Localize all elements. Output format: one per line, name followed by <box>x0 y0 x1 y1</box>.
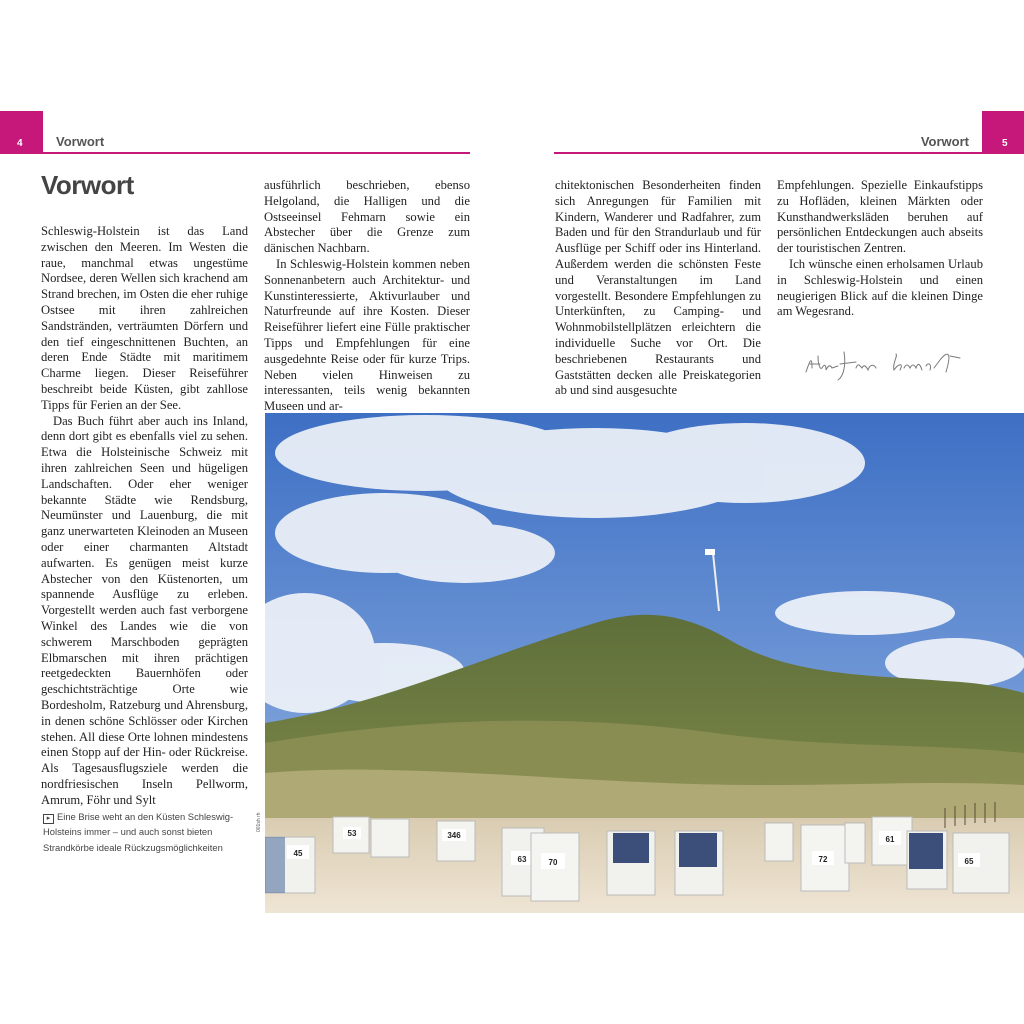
paragraph: In Schleswig-Holstein kommen neben Sonnenanbetern auch Architektur- und Kunstinteressierte, Aktivurlauber und Naturfreunde auf ihre Kosten. Dieser Reiseführer liefert eine Fülle praktischer Tipps und Empfehlungen für eine ausgedehnte Reise oder für kurze Trips. Neben vielen Hinweisen zu interessanten, teils wenig bekannten Museen und ar- <box>264 256 470 414</box>
beach-chair-number: 72 <box>818 855 828 864</box>
paragraph: Empfehlungen. Spezielle Einkaufstipps zu Hofläden, kleinen Märkten oder Kunsthandwerksläden beruhen auf persönlichen Entdeckungen auch abseits der touristischen Zentren. <box>777 178 983 256</box>
beach-chair-number: 65 <box>964 857 974 866</box>
article-heading: Vorwort <box>41 170 134 200</box>
page-number-left: 4 <box>17 138 23 149</box>
text-column-4 <box>777 178 983 320</box>
beach-photo <box>265 413 1024 913</box>
paragraph: Schleswig-Holstein ist das Land zwischen den Meeren. Im Westen die raue, manchmal etwas ungestüme Nordsee, deren Wellen sich krachend am Strand brechen, im Osten die eher ruhige Ostsee mit ihren zahlreichen Sandstränden, verträumten Dörfern und den tief eingeschnittenen Buchten, an deren Ende Städte mit maritimem Charme liegen. Dieser Reiseführer beschreibt beide Küsten, gibt zahllose Tipps für Ferien an der See. <box>41 224 248 412</box>
text-column-3 <box>555 178 761 399</box>
beach-chair-number: 70 <box>548 858 558 867</box>
beach-chair-number: 53 <box>347 829 357 838</box>
running-head-left: Vorwort <box>56 134 105 149</box>
text-column-1 <box>41 224 248 808</box>
beach-chair-number: 61 <box>885 835 895 844</box>
paragraph: Ich wünsche einen erholsamen Urlaub in Schleswig-Holstein und einen neugierigen Blick auf die kleinen Dinge am Wegesrand. <box>777 256 983 319</box>
page-number-right: 5 <box>1002 138 1008 149</box>
beach-chair-number: 45 <box>293 849 303 858</box>
running-head-right: Vorwort <box>920 134 969 149</box>
photo-caption <box>43 809 243 855</box>
beach-chair-number: 346 <box>447 831 461 840</box>
beach-chair-number: 63 <box>517 855 527 864</box>
paragraph: chitektonischen Besonderheiten finden sich Anregungen für Familien mit Kindern, Wanderer und Radfahrer, zum Baden und für den Strandurlaub und für Ausflüge per Schiff oder ins Hinterland. Außerdem werden die schönsten Feste und Veranstaltungen im Land vorgestellt. Besondere Empfehlungen zu Unterkünften, zu Camping- und Wohnmobilstellplätzen erleichtern die individuelle Suche vor Ort. Die beschriebenen Restaurants und Gaststätten decken alle Preiskategorien ab und sind ausgesuchte <box>555 178 761 398</box>
caption-text: Eine Brise weht an den Küsten Schleswig-Holsteins immer – und auch sonst bieten Strandkörbe ideale Rückzugsmöglichkeiten <box>43 811 234 853</box>
signature <box>800 342 970 384</box>
paragraph: ausführlich beschrieben, ebenso Helgoland, die Halligen und die Ostseeinsel Fehmarn sowie ein Abstecher über die Grenze zum dänischen Nachbarn. <box>264 178 470 256</box>
arrow-box-icon: ▸ <box>43 814 54 824</box>
paragraph: Das Buch führt aber auch ins Inland, denn dort gibt es ebenfalls viel zu sehen. Etwa die Holsteinische Schweiz mit ihren zahlreichen Seen und hügeligen Landschaften. Oder eher weniger bekannte Städte wie Rendsburg, Neumünster und Lauenburg, die mit ganz unerwarteten Kleinoden an Museen oder einer charmanten Altstadt aufwarten. Es genügen meist kurze Abstecher von den Küstenorten, um spannende Ausflüge zu erleben. Vorgestellt werden auch fast verborgene Winkel des Landes wie die von schwerem Marschboden geprägten Elbmarschen mit ihren prächtigen reetgedeckten Bauernhöfen oder geschichtsträchtige Orte wie Bordesholm, Ratzeburg und Ahrensburg, in denen schöne Schlösser oder Kirchen stehen. All diese Orte lohnen mindestens einen Stopp auf der Hin- oder Rückreise. Als Tagesausflugsziele werden die nordfriesischen Inseln Pellworm, Amrum, Föhr und Sylt <box>41 413 248 807</box>
header-rule-left <box>0 152 470 154</box>
header-rule-right <box>554 152 1024 154</box>
photo-credit: 001sh rh <box>256 812 262 832</box>
text-column-2 <box>264 178 470 415</box>
